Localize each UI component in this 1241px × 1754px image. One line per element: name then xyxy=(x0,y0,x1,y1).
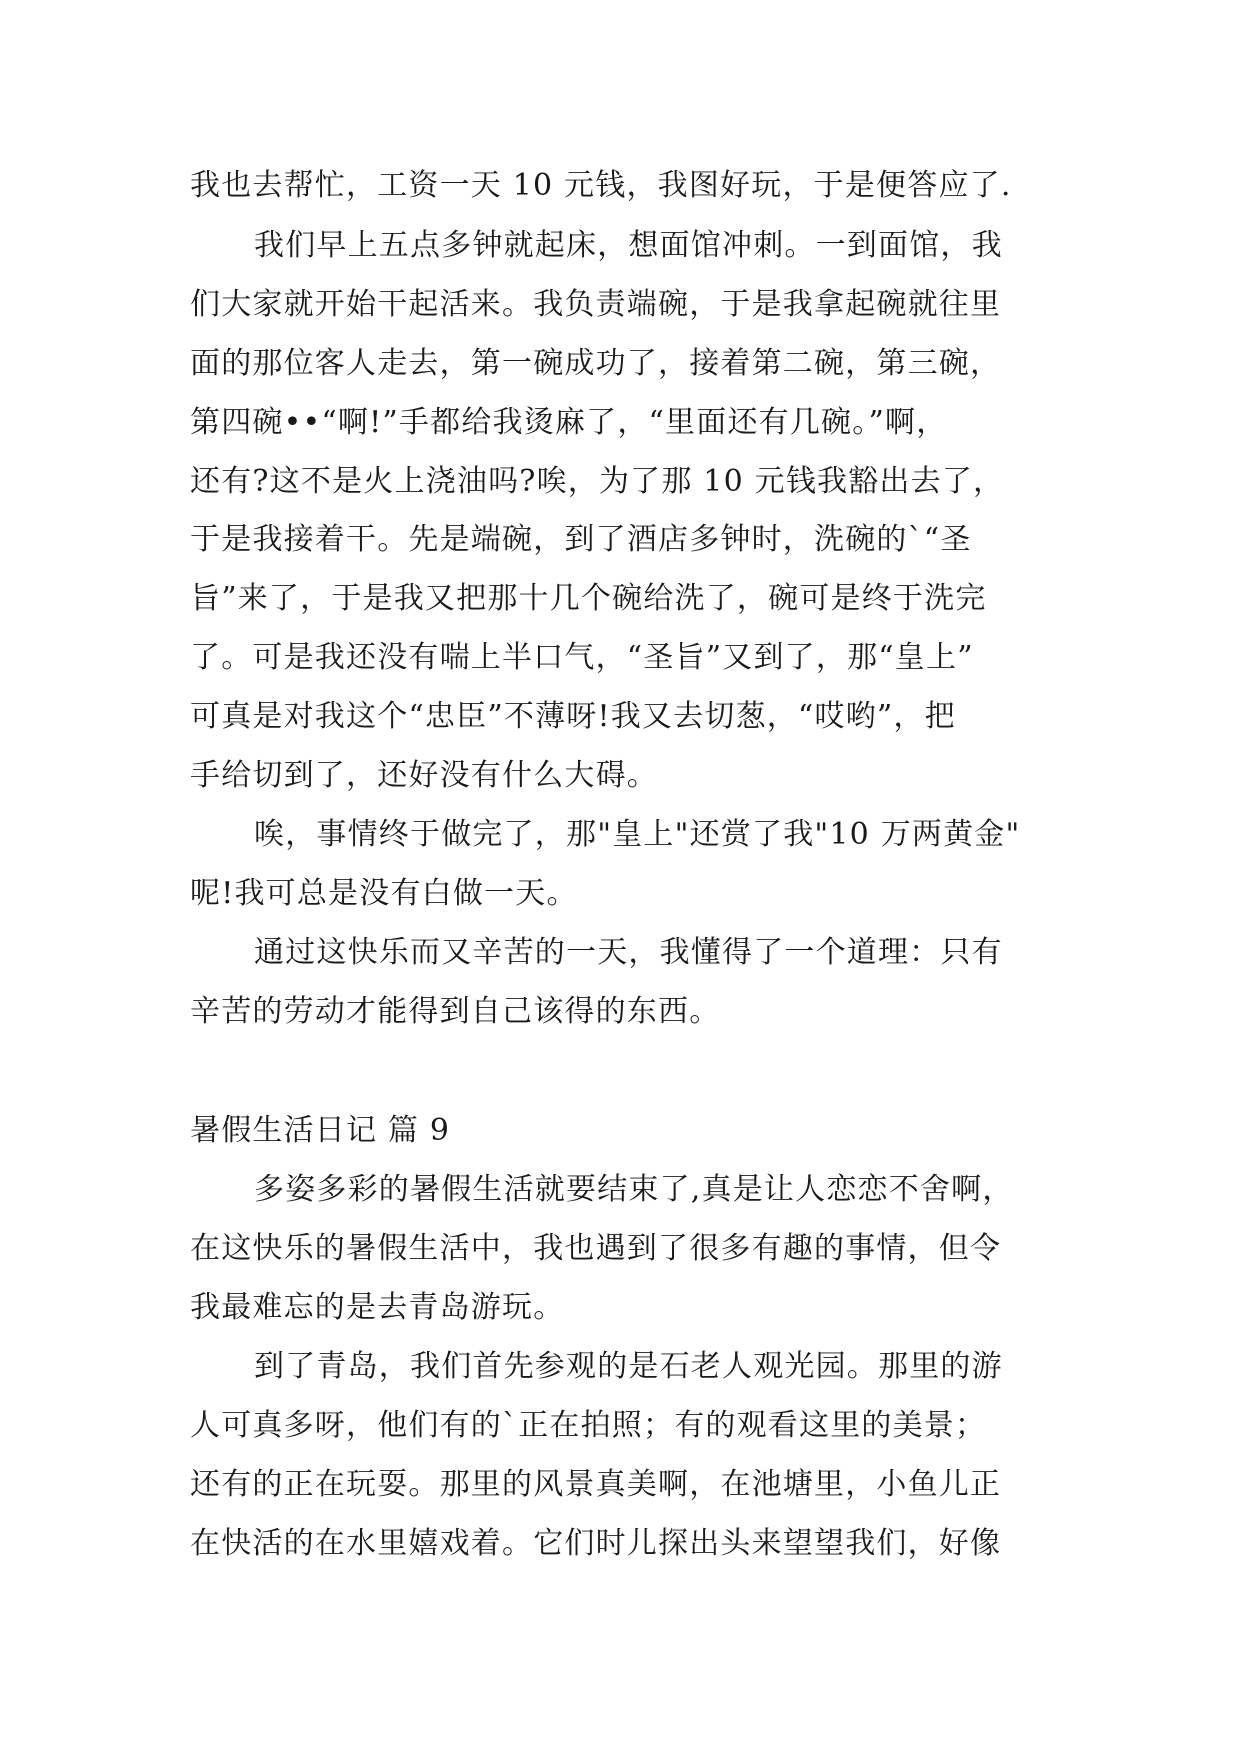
text-line: 们大家就开始干起活来。我负责端碗，于是我拿起碗就往里 xyxy=(190,287,1002,322)
text-line: 第四碗••“啊!”手都给我烫麻了，“里面还有几碗。”啊， xyxy=(190,405,948,440)
section-heading: 暑假生活日记 篇 9 xyxy=(190,1113,451,1148)
text-line: 旨”来了，于是我又把那十几个碗给洗了，碗可是终于洗完 xyxy=(190,581,987,616)
text-line: 手给切到了，还好没有什么大碍。 xyxy=(190,758,658,793)
paragraph-start: 唉，事情终于做完了，那"皇上"还赏了我"10 万两黄金" xyxy=(254,817,1021,852)
text-line: 呢!我可总是没有白做一天。 xyxy=(190,876,578,911)
text-line: 还有的正在玩耍。那里的风景真美啊，在池塘里，小鱼儿正 xyxy=(190,1467,1002,1502)
paragraph-start: 多姿多彩的暑假生活就要结束了,真是让人恋恋不舍啊， xyxy=(254,1172,1014,1207)
text-line: 我最难忘的是去青岛游玩。 xyxy=(190,1290,565,1325)
text-line: 还有?这不是火上浇油吗?唉，为了那 10 元钱我豁出去了， xyxy=(190,464,1005,499)
text-line: 了。可是我还没有喘上半口气，“圣旨”又到了，那“皇上” xyxy=(190,640,974,675)
paragraph-start: 到了青岛，我们首先参观的是石老人观光园。那里的游 xyxy=(254,1349,1003,1384)
text-line: 人可真多呀，他们有的`正在拍照；有的观看这里的美景； xyxy=(190,1408,987,1443)
text-line: 在快活的在水里嬉戏着。它们时儿探出头来望望我们，好像 xyxy=(190,1526,1002,1561)
text-line: 面的那位客人走去，第一碗成功了，接着第二碗，第三碗， xyxy=(190,346,1002,381)
text-line: 于是我接着干。先是端碗，到了酒店多钟时，洗碗的`“圣 xyxy=(190,522,972,557)
text-line: 辛苦的劳动才能得到自己该得的东西。 xyxy=(190,994,721,1029)
text-line: 可真是对我这个“忠臣”不薄呀!我又去切葱，“哎哟”，把 xyxy=(190,699,956,734)
paragraph-start: 通过这快乐而又辛苦的一天，我懂得了一个道理：只有 xyxy=(254,935,1003,970)
text-line: 我也去帮忙，工资一天 10 元钱，我图好玩，于是便答应了. xyxy=(190,168,1012,203)
text-line: 在这快乐的暑假生活中，我也遇到了很多有趣的事情，但令 xyxy=(190,1231,1002,1266)
paragraph-start: 我们早上五点多钟就起床，想面馆冲刺。一到面馆，我 xyxy=(254,228,1003,263)
